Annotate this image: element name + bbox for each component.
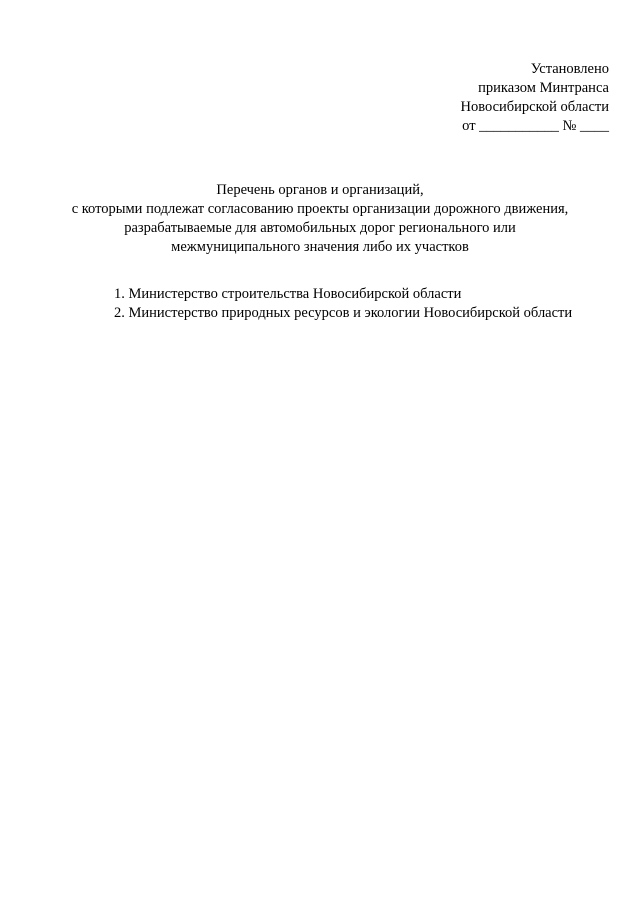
organizations-list bbox=[114, 285, 614, 323]
approval-line-date-number: от ___________ № ____ bbox=[462, 118, 609, 134]
document-title bbox=[0, 181, 640, 257]
list-item: 1. Министерство строительства Новосибирской области bbox=[114, 286, 462, 302]
title-line-4: межмуниципального значения либо их участков bbox=[171, 239, 469, 255]
title-line-3: разрабатываемые для автомобильных дорог регионального или bbox=[124, 220, 516, 236]
title-line-1: Перечень органов и организаций, bbox=[216, 182, 424, 198]
approval-line-established: Установлено bbox=[530, 61, 609, 77]
title-line-2: с которыми подлежат согласованию проекты организации дорожного движения, bbox=[71, 201, 569, 217]
approval-line-region: Новосибирской области bbox=[460, 99, 609, 115]
approval-stamp bbox=[309, 60, 609, 136]
approval-line-order: приказом Минтранса bbox=[478, 80, 609, 96]
list-item: 2. Министерство природных ресурсов и экологии Новосибирской области bbox=[114, 305, 573, 321]
